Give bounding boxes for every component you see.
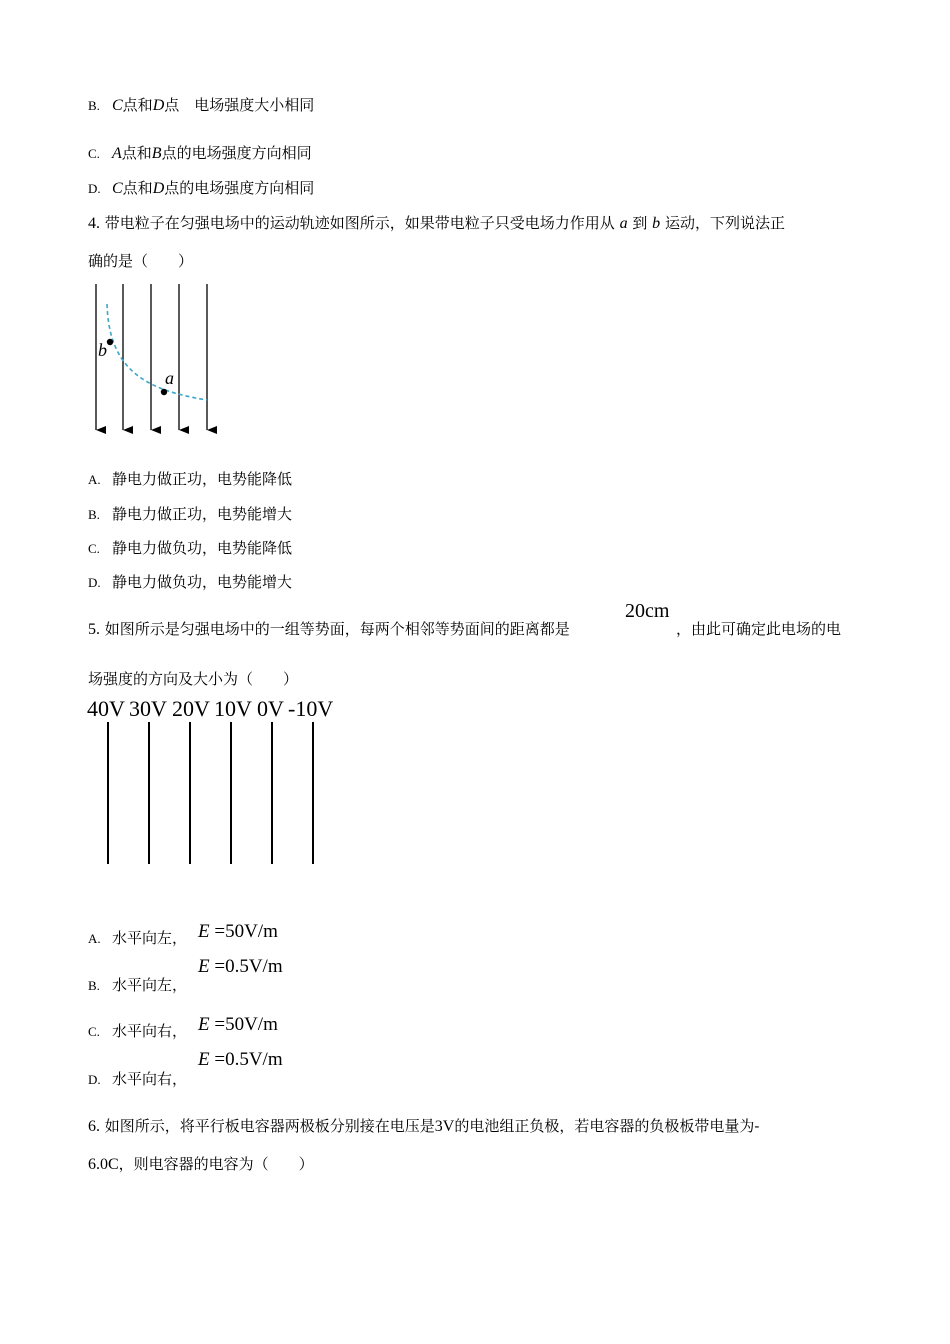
- q4-figure: [85, 280, 220, 440]
- q5-distance: 20cm: [625, 600, 670, 622]
- q3-option-c: C. A点和B点的电场强度方向相同: [88, 144, 312, 162]
- q4-option-c: C. 静电力做负功，电势能降低: [88, 539, 293, 557]
- q4-option-b: B. 静电力做正功，电势能增大: [88, 505, 293, 523]
- q5-option-c: C. 水平向右，: [88, 1022, 188, 1040]
- q5-option-d: D. 水平向右，: [88, 1070, 188, 1088]
- trajectory: [107, 304, 207, 400]
- q5-option-c-formula: E =50V/m: [198, 1014, 278, 1035]
- q6-stem: 6. 如图所示，将平行板电容器两极板分别接在电压是3V的电池组正负极，若电容器的负极板带电量为-: [88, 1117, 760, 1135]
- q5-figure: [85, 692, 345, 872]
- point-b: [107, 339, 113, 345]
- potential-label: 0V: [257, 696, 284, 721]
- potential-label: 40V: [87, 696, 125, 721]
- q5-stem-tail: ，由此可确定此电场的电: [676, 620, 842, 638]
- q5-option-a: A. 水平向左，: [88, 929, 188, 947]
- q4-stem: 4. 带电粒子在匀强电场中的运动轨迹如图所示，如果带电粒子只受电场力作用从 a 到 b 运动，下列说法正: [88, 214, 785, 232]
- q4-stem-line2: 确的是（ ）: [88, 252, 194, 270]
- potential-label: 30V: [129, 696, 167, 721]
- q5-stem-line2: 场强度的方向及大小为（ ）: [88, 670, 299, 688]
- q5-option-b: B. 水平向左，: [88, 976, 188, 994]
- potential-label: -10V: [288, 696, 334, 721]
- q4-option-a: A. 静电力做正功，电势能降低: [88, 470, 293, 488]
- potential-label: 10V: [214, 696, 252, 721]
- label-a: a: [165, 368, 174, 388]
- q5-stem: 5. 如图所示是匀强电场中的一组等势面，每两个相邻等势面间的距离都是: [88, 620, 570, 638]
- q5-option-b-formula: E =0.5V/m: [198, 956, 283, 977]
- q4-option-d: D. 静电力做负功，电势能增大: [88, 573, 293, 591]
- q3-option-d: D. C点和D点的电场强度方向相同: [88, 179, 315, 197]
- q3-option-b: B. C点和D点 电场强度大小相同: [88, 96, 315, 114]
- label-b: b: [98, 340, 107, 360]
- potential-label: 20V: [172, 696, 210, 721]
- q5-option-d-formula: E =0.5V/m: [198, 1049, 283, 1070]
- point-a: [161, 389, 167, 395]
- q5-option-a-formula: E =50V/m: [198, 921, 278, 942]
- q6-stem-line2: 6.0C，则电容器的电容为（ ）: [88, 1155, 314, 1173]
